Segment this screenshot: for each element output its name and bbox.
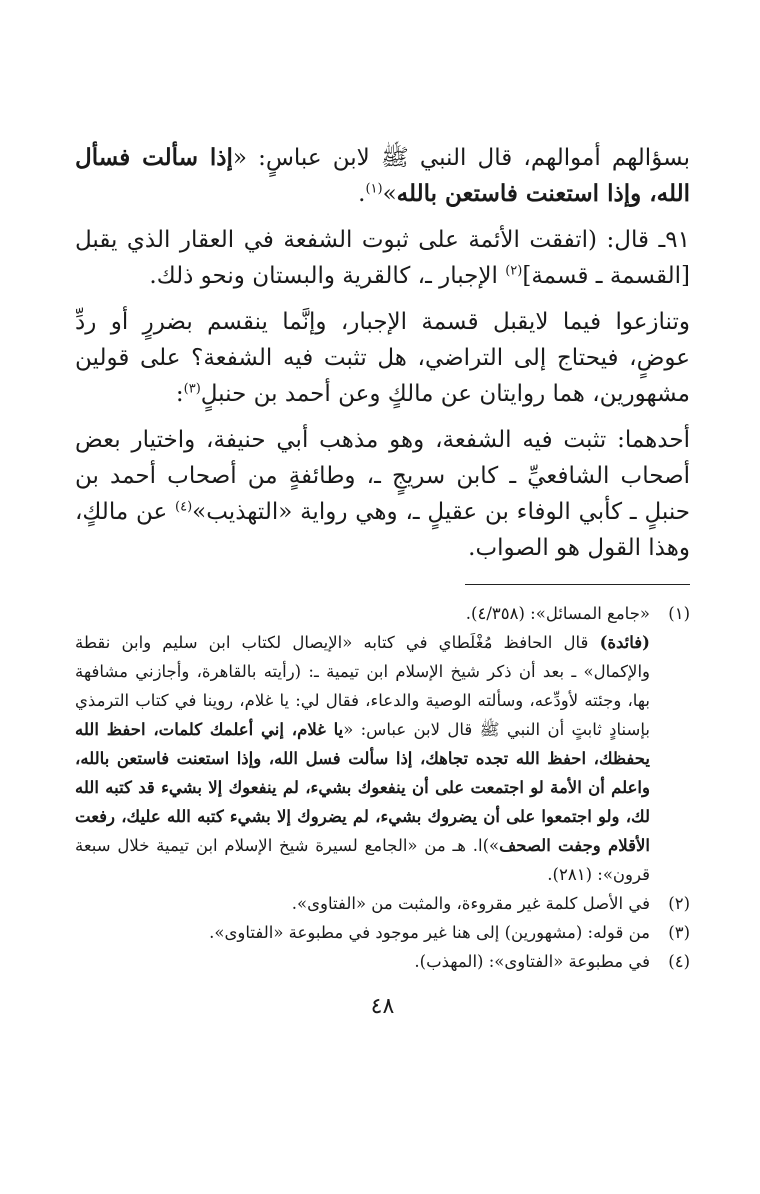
footnote-body <box>75 947 650 976</box>
footnote-4 <box>75 947 690 976</box>
footnote-body <box>75 599 650 889</box>
footnote-2-text: في الأصل كلمة غير مقروءة، والمثبت من «الفتاوى». <box>291 894 650 913</box>
benefit-text: قال الحافظ مُغْلَطاي في كتابه «الإيصال لكتاب ابن سليم وابن نقطة والإكمال» ـ بعد أن ذكر شيخ الإسلام ابن تيمية ـ: (رأيته بالقاهرة، وأجازني مشافهة بها، وجئته لأودِّعه، وسألته الوصية والدعاء، فقال لي: يا غلام، روينا في كتاب الترمذي بإسنادٍ ثابتٍ أن النبي ﷺ قال لابن عباس: « <box>75 633 650 739</box>
footnotes <box>75 599 690 976</box>
footnote-ref-4[interactable]: (٤) <box>175 499 193 515</box>
footnote-body <box>75 889 650 918</box>
benefit-hadith: يا غلام، إني أعلمك كلمات، احفظ الله يحفظك، احفظ الله تجده تجاهك، إذا سألت فسل الله، وإذا استعنت فاستعن بالله، واعلم أن الأمة لو اجتمعت على أن ينفعوك بشيء، لم ينفعوك إلا بشيء قد كتبه الله لك، ولو اجتمعوا على أن يضروك بشيء، لم يضروك إلا بشيء كتبه الله عليك، رفعت الأقلام وجفت الصحف <box>75 720 650 855</box>
paragraph-1-text: بسؤالهم أموالهم، قال النبي ﷺ لابن عباسٍ: « <box>232 145 691 171</box>
paragraph-3-end: : <box>175 381 184 407</box>
paragraph-2-text-end: الإجبار ـ، كالقرية والبستان ونحو ذلك. <box>149 263 506 289</box>
paragraph-1 <box>75 140 690 212</box>
paragraph-2-text: ٩١ـ قال: (اتفقت الأئمة على ثبوت الشفعة في العقار الذي يقبل [القسمة ـ قسمة] <box>75 227 690 289</box>
footnote-ref-2[interactable]: (٢) <box>505 263 523 279</box>
footnote-1-citation: «جامع المسائل»: (٤/٣٥٨). <box>465 604 650 623</box>
paragraph-4-text: أحدهما: تثبت فيه الشفعة، وهو مذهب أبي حنيفة، واختيار بعض أصحاب الشافعيِّ ـ كابن سريجٍ ـ، وطائفةٍ من أصحاب أحمد بن حنبلٍ ـ كأبي الوفاء بن عقيلٍ ـ، وهي رواية «التهذيب» <box>75 427 690 525</box>
paragraph-4-text-end: عن مالكٍ، وهذا القول هو الصواب. <box>75 499 690 561</box>
footnote-3-text: من قوله: (مشهورين) إلى هنا غير موجود في مطبوعة «الفتاوى». <box>209 923 650 942</box>
footnote-ref-3[interactable]: (٣) <box>183 381 201 397</box>
paragraph-3 <box>75 304 690 412</box>
footnote-1 <box>75 599 690 889</box>
hadith-quote: إذا سألت فسأل الله، وإذا استعنت فاستعن بالله <box>75 144 690 207</box>
benefit-source: »)ا. هـ من «الجامع لسيرة شيخ الإسلام ابن تيمية خلال سبعة قرون»: (٢٨١). <box>75 836 650 884</box>
footnote-number: (٤) <box>668 952 690 971</box>
paragraph-3-text: وتنازعوا فيما لايقبل قسمة الإجبار، وإنَّما ينقسم بضررٍ أو ردِّ عوضٍ، فيحتاج إلى التراضي، هل تثبت فيه الشفعة؟ على قولين مشهورين، هما روايتان عن مالكٍ وعن أحمد بن حنبلٍ <box>75 309 690 407</box>
paragraph-4 <box>75 422 690 566</box>
footnote-4-text: في مطبوعة «الفتاوى»: (المهذب). <box>414 952 650 971</box>
footnote-number: (٢) <box>668 894 690 913</box>
footnote-2 <box>75 889 690 918</box>
footnote-number: (٣) <box>668 923 690 942</box>
paragraph-1-quote-close: » <box>382 181 397 207</box>
paragraph-1-end: . <box>358 181 366 207</box>
footnote-number: (١) <box>668 604 690 623</box>
main-text <box>75 140 690 566</box>
benefit-label: (فائدة) <box>599 633 650 652</box>
footnote-ref-1[interactable]: (١) <box>365 181 383 197</box>
footnote-3 <box>75 918 690 947</box>
footnote-1-benefit <box>75 628 650 889</box>
footnote-body <box>75 918 650 947</box>
book-page <box>75 140 690 1019</box>
page-number: ٤٨ <box>370 994 395 1019</box>
paragraph-2 <box>75 222 690 294</box>
footnote-divider <box>465 584 690 585</box>
